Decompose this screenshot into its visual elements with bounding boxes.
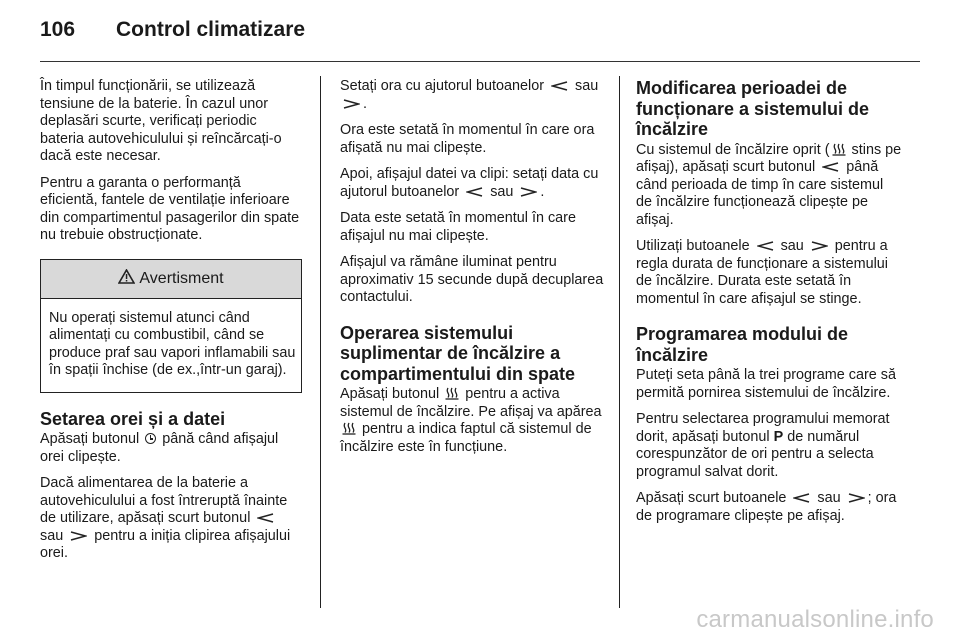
- text-run: pentru a indica faptul că sistemul de încălzire este în funcțiune.: [340, 421, 592, 455]
- triangle-left-icon: [551, 81, 568, 91]
- paragraph: [340, 78, 604, 113]
- section-heading: Modificarea perioadei de funcționare a sistemului de încălzire: [636, 78, 870, 139]
- text-run: Setați ora cu ajutorul butoanelor: [340, 78, 544, 94]
- text-run: Cu sistemul de încălzire oprit (: [636, 141, 830, 158]
- triangle-right-icon: [848, 493, 865, 503]
- paragraph: [636, 142, 902, 230]
- page-number: 106: [40, 18, 76, 41]
- text-run: Apăsați butonul: [340, 386, 440, 402]
- heater-icon: [342, 422, 356, 435]
- paragraph: [340, 386, 604, 456]
- text-run: sau: [575, 78, 599, 94]
- column-1: [40, 78, 302, 572]
- triangle-left-icon: [793, 493, 810, 503]
- text-run: stins pe afișaj), apăsați scurt butonul: [636, 141, 902, 175]
- paragraph: Puteți seta până la trei programe care să permită pornirea sistemului de încălzire.: [636, 367, 896, 401]
- paragraph: Pentru a garanta o performanță eficientă, fantele de ventilație inferioare din compartimentul pasagerilor din spate nu trebuie obstrucționate.: [40, 174, 300, 243]
- paragraph: [636, 490, 902, 525]
- column-3: [636, 78, 902, 534]
- text-run: ; ora de programare clipește pe afișaj.: [636, 490, 897, 524]
- warning-text: Nu operați sistemul atunci când alimentați cu combustibil, când se produce praf sau vapori inflamabili sau în spații închise (de ex.,într-un garaj).: [49, 309, 296, 378]
- p-button-label: P: [773, 428, 784, 445]
- watermark: carmanualsonline.info: [696, 606, 934, 633]
- text-run: Apăsați butonul: [40, 431, 140, 447]
- text-run: pentru a regla durata de funcționare a sistemului de încălzire. Durata este setată în momentul în care afișajul se stinge.: [636, 238, 888, 307]
- text-run: Apoi, afișajul datei va clipi: setați data cu ajutorul butoanelor: [340, 166, 599, 200]
- warning-triangle-icon: [118, 269, 135, 289]
- text-run: Utilizați butoanele: [636, 238, 750, 254]
- triangle-left-icon: [757, 241, 774, 251]
- section-heading: Setarea orei și a datei: [40, 408, 226, 429]
- warning-title: Avertisment: [139, 269, 224, 287]
- text-run: Dacă alimentarea de la baterie a autovehiculului a fost întreruptă înainte de utilizare, apăsați scurt butonul: [40, 475, 288, 526]
- paragraph: Data este setată în momentul în care afișajul nu mai clipește.: [340, 210, 576, 244]
- paragraph: Ora este setată în momentul în care ora afișată nu mai clipește.: [340, 122, 595, 156]
- text-run: până când afișajul orei clipește.: [40, 431, 279, 465]
- page-title: Control climatizare: [116, 18, 306, 41]
- warning-header: [41, 260, 301, 299]
- text-run: de numărul corespunzător de ori pentru a selecta programul salvat dorit.: [636, 428, 874, 480]
- triangle-left-icon: [257, 513, 274, 523]
- text-run: pentru a activa sistemul de încălzire. Pe afișaj va apărea: [340, 386, 602, 420]
- text-run: .: [363, 95, 367, 112]
- text-run: sau: [490, 183, 514, 200]
- text-run: sau: [817, 490, 841, 506]
- clock-icon: [145, 433, 156, 444]
- text-run: până când perioada de timp în care sistemul de încălzire funcționează clipește pe afișaj.: [636, 159, 884, 228]
- paragraph: [340, 166, 604, 201]
- triangle-right-icon: [520, 187, 537, 197]
- paragraph: În timpul funcționării, se utilizează tensiune de la baterie. În cazul unor deplasări scurte, verificați periodic bateria autovehiculului și reîncărcați-o dacă este necesar.: [40, 78, 282, 164]
- paragraph: [40, 475, 302, 563]
- column-2: [340, 78, 604, 465]
- text-run: pentru a iniția clipirea afișajului orei.: [40, 527, 291, 561]
- column-divider: [619, 76, 620, 608]
- triangle-right-icon: [343, 99, 360, 109]
- triangle-right-icon: [70, 531, 87, 541]
- paragraph: [636, 238, 902, 308]
- text-run: sau: [40, 527, 64, 544]
- header-rule: [40, 61, 920, 62]
- text-run: sau: [780, 238, 804, 254]
- warning-box: [40, 259, 302, 393]
- triangle-left-icon: [466, 187, 483, 197]
- text-run: Pentru selectarea programului memorat dorit, apăsați butonul: [636, 411, 890, 445]
- text-run: .: [540, 183, 545, 200]
- section-heading: Programarea modului de încălzire: [636, 324, 849, 365]
- page-header: [40, 18, 305, 48]
- heater-icon: [832, 143, 846, 156]
- paragraph: [636, 411, 902, 481]
- triangle-left-icon: [822, 162, 839, 172]
- paragraph: [40, 431, 302, 466]
- section-heading: Operarea sistemului suplimentar de încălzire a compartimentului din spate: [340, 322, 576, 384]
- column-divider: [320, 76, 321, 608]
- heater-icon: [445, 387, 459, 400]
- paragraph: Afișajul va rămâne iluminat pentru aproximativ 15 secunde după decuplarea contactului.: [340, 254, 604, 305]
- triangle-right-icon: [811, 241, 828, 251]
- text-run: Apăsați scurt butoanele: [636, 490, 787, 506]
